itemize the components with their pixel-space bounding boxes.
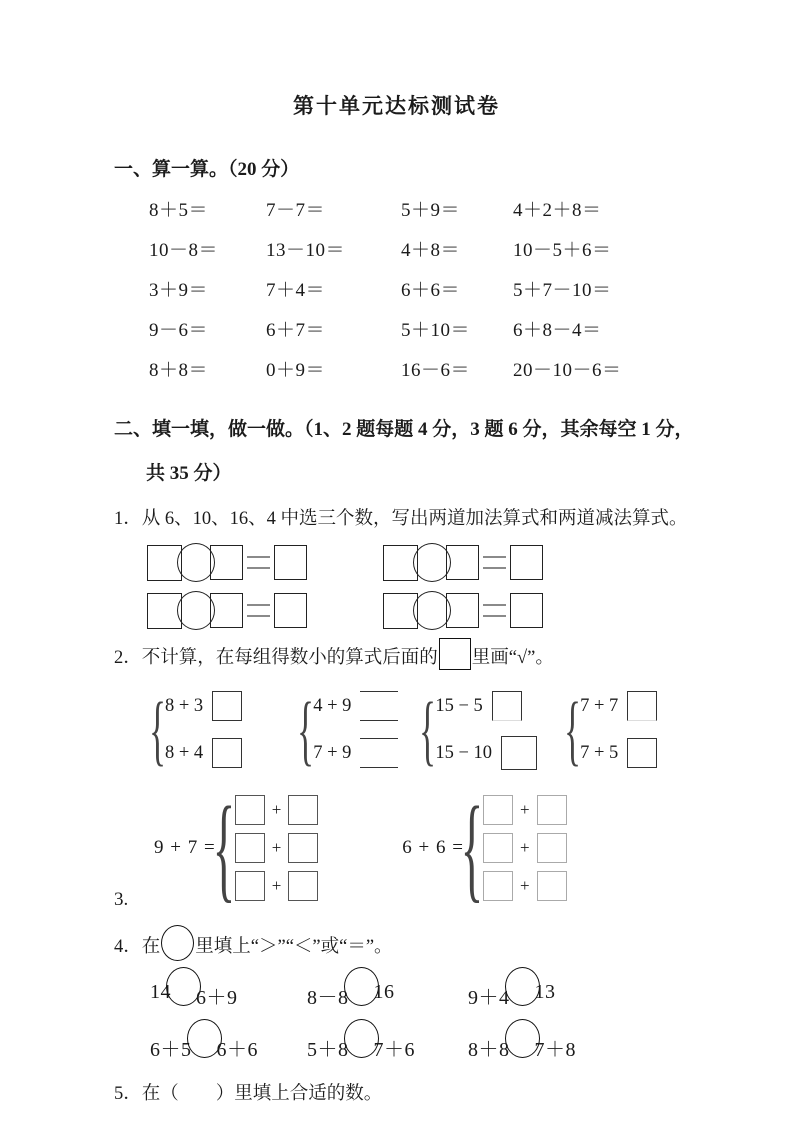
plus-sign: + <box>271 876 282 895</box>
q3-answer-box <box>288 833 318 863</box>
section-1-heading: 一、算一算。（20 分） <box>114 159 300 180</box>
equals-sign <box>247 604 270 617</box>
equals-sign <box>483 604 506 617</box>
q3-decompose-left <box>154 782 318 913</box>
q2-answer-box <box>627 738 657 768</box>
calc-cell: 6＋6＝ <box>401 280 461 301</box>
q2-prompt-suffix: 里画“√”。 <box>471 648 554 668</box>
left-brace-icon: { <box>564 685 581 773</box>
plus-sign: + <box>271 800 282 819</box>
calc-cell: 9－6＝ <box>149 320 209 341</box>
q3-answer-box <box>288 795 318 825</box>
section-2-heading-line2: 共 35 分） <box>146 463 232 484</box>
number-box <box>210 593 243 628</box>
comparison-left: 6＋5 <box>150 1039 192 1061</box>
left-brace-icon: { <box>419 685 437 773</box>
equation-template <box>147 591 307 630</box>
equals-sign <box>483 556 506 569</box>
q2-group <box>419 685 537 773</box>
q4-comparisons <box>150 967 793 1069</box>
equation-template <box>147 543 307 582</box>
comparison-item <box>468 967 576 1017</box>
q2-answer-box <box>360 738 398 768</box>
calc-cell: 13－10＝ <box>266 240 346 261</box>
q2-prompt <box>114 638 793 670</box>
plus-sign: + <box>519 876 530 895</box>
plus-sign: + <box>519 838 530 857</box>
inline-compare-circle <box>161 925 194 961</box>
comparison-right: 6＋9 <box>196 987 238 1009</box>
q2-groups <box>149 685 793 773</box>
q2-answer-box <box>360 691 398 721</box>
q3-left-expression: 9 + 7 = <box>154 837 216 858</box>
q2-answer-box <box>212 691 242 721</box>
calc-cell: 10－5＋6＝ <box>513 240 612 261</box>
q3-answer-box <box>483 833 513 863</box>
page-title: 第十单元达标测试卷 <box>293 94 500 118</box>
calc-grid <box>149 194 793 394</box>
calc-cell: 7＋4＝ <box>266 280 326 301</box>
comparison-left: 8－8 <box>307 987 349 1009</box>
calc-cell: 8＋8＝ <box>149 360 209 381</box>
comparison-left: 14 <box>150 981 171 1003</box>
comparison-right: 16 <box>373 981 395 1003</box>
q2-group <box>297 685 398 773</box>
q1-prompt: 1．从 6、10、16、4 中选三个数，写出两道加法算式和两道减法算式。 <box>114 509 688 529</box>
q2-expression: 7 + 5 <box>580 742 619 763</box>
q3-answer-box <box>288 871 318 901</box>
inline-answer-box <box>439 638 471 670</box>
q1-equation-templates <box>147 543 793 630</box>
comparison-item <box>468 1019 576 1069</box>
comparison-item <box>307 967 468 1017</box>
comparison-item <box>307 1019 468 1069</box>
section-2-heading-line1: 二、填一填，做一做。（1、2 题每题 4 分，3 题 6 分，其余每空 1 分， <box>114 419 694 440</box>
answer-box <box>274 545 307 580</box>
q2-answer-box <box>492 691 522 721</box>
comparison-right: 6＋6 <box>216 1039 258 1061</box>
comparison-left: 9＋4 <box>468 987 510 1009</box>
q2-expression: 4 + 9 <box>313 695 352 716</box>
comparison-left: 8＋8 <box>468 1039 510 1061</box>
calc-cell: 5＋7－10＝ <box>513 280 612 301</box>
q3-label: 3. <box>114 889 129 910</box>
q4-prompt-suffix: 里填上“＞”“＜”或“＝”。 <box>195 937 393 957</box>
q5-prompt: 5．在（ ）里填上合适的数。 <box>114 1084 383 1104</box>
calc-cell: 5＋10＝ <box>401 320 471 341</box>
q2-expression: 15 − 10 <box>435 742 493 763</box>
calc-cell: 6＋8－4＝ <box>513 320 602 341</box>
calc-cell: 10－8＝ <box>149 240 219 261</box>
q3-decompose-right <box>402 782 566 913</box>
calc-cell: 16－6＝ <box>401 360 471 381</box>
left-brace-icon: { <box>460 782 484 913</box>
q3-answer-box <box>483 871 513 901</box>
q3-block <box>114 782 793 913</box>
plus-sign: + <box>519 800 530 819</box>
left-brace-icon: { <box>297 685 315 773</box>
number-box <box>446 593 479 628</box>
q2-group <box>564 685 657 773</box>
q2-expression: 15 − 5 <box>435 695 483 716</box>
answer-box <box>510 545 543 580</box>
calc-cell: 4＋2＋8＝ <box>513 200 602 221</box>
q3-answer-box <box>235 795 265 825</box>
q2-expression: 8 + 3 <box>165 695 204 716</box>
equation-template <box>383 543 543 582</box>
calc-cell: 8＋5＝ <box>149 200 209 221</box>
number-box <box>210 545 243 580</box>
q4-prompt-prefix: 4．在 <box>114 937 161 957</box>
q3-right-expression: 6 + 6 = <box>402 837 464 858</box>
plus-sign: + <box>271 838 282 857</box>
q3-answer-box <box>235 871 265 901</box>
calc-cell: 6＋7＝ <box>266 320 326 341</box>
left-brace-icon: { <box>212 782 236 913</box>
q2-expression: 7 + 9 <box>313 742 352 763</box>
calc-cell: 5＋9＝ <box>401 200 461 221</box>
equation-template <box>383 591 543 630</box>
q2-prompt-prefix: 2．不计算，在每组得数小的算式后面的 <box>114 648 438 668</box>
comparison-item <box>150 1019 307 1069</box>
q3-answer-box <box>483 795 513 825</box>
q3-answer-box <box>537 833 567 863</box>
comparison-right: 7＋8 <box>534 1039 576 1061</box>
q3-answer-box <box>537 871 567 901</box>
answer-box <box>510 593 543 628</box>
left-brace-icon: { <box>149 685 166 773</box>
number-box <box>446 545 479 580</box>
calc-cell: 3＋9＝ <box>149 280 209 301</box>
q2-group <box>149 685 242 773</box>
calc-cell: 20－10－6＝ <box>513 360 622 381</box>
comparison-right: 7＋6 <box>373 1039 415 1061</box>
q2-expression: 8 + 4 <box>165 742 204 763</box>
q2-answer-box <box>501 736 537 770</box>
calc-cell: 7－7＝ <box>266 200 326 221</box>
q4-prompt <box>114 925 793 961</box>
q2-expression: 7 + 7 <box>580 695 619 716</box>
comparison-item <box>150 967 307 1017</box>
comparison-left: 5＋8 <box>307 1039 349 1061</box>
calc-cell: 0＋9＝ <box>266 360 326 381</box>
q2-answer-box <box>212 738 242 768</box>
q2-answer-box <box>627 691 657 721</box>
equals-sign <box>247 556 270 569</box>
section-2-heading <box>114 408 793 496</box>
calc-cell: 4＋8＝ <box>401 240 461 261</box>
q3-answer-box <box>537 795 567 825</box>
answer-box <box>274 593 307 628</box>
comparison-right: 13 <box>534 981 556 1003</box>
q3-answer-box <box>235 833 265 863</box>
